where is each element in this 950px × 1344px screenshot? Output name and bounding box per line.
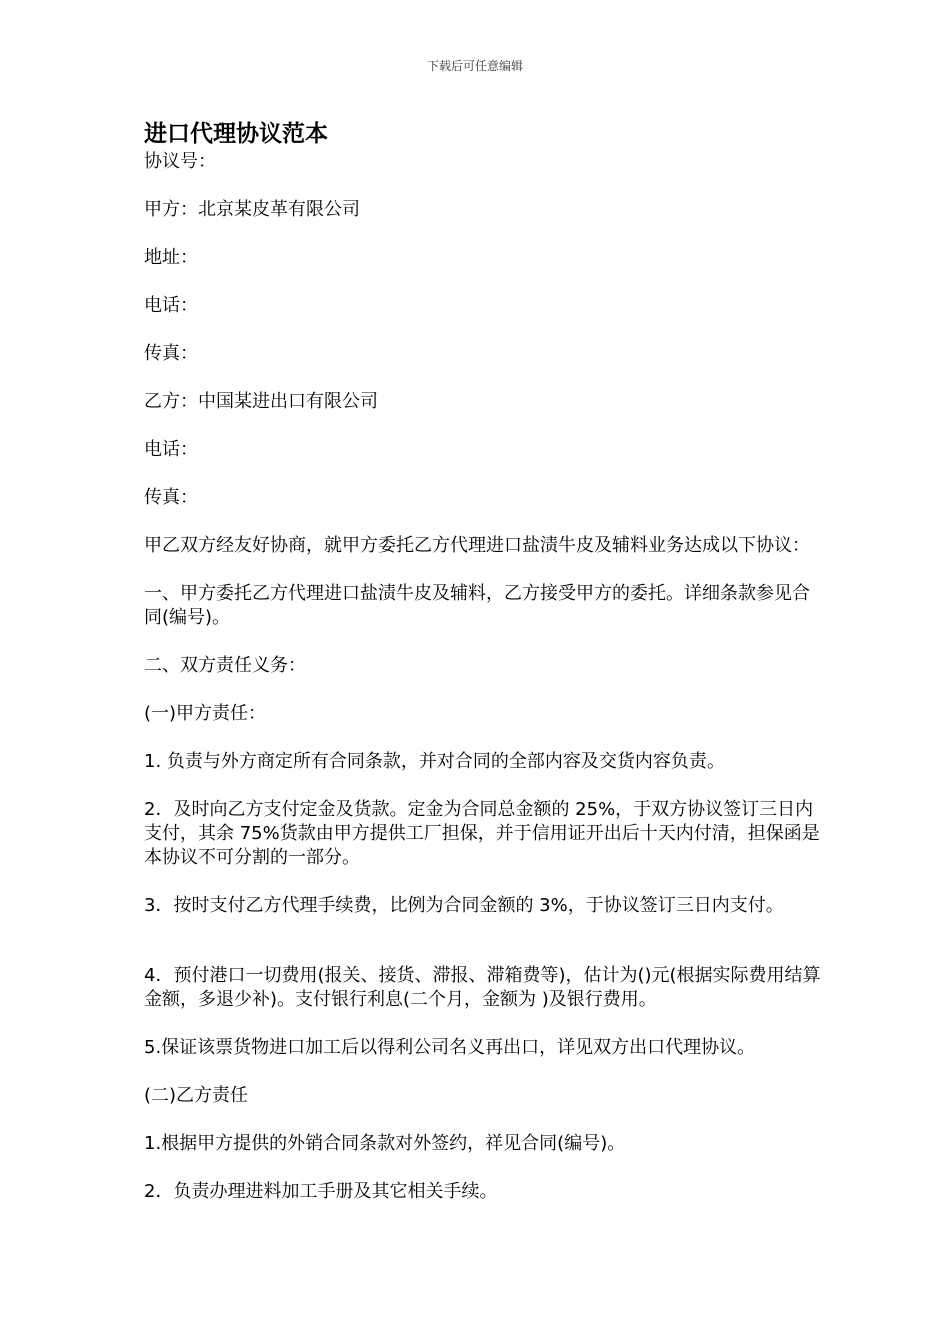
- clause-1: 一、甲方委托乙方代理进口盐渍牛皮及辅料，乙方接受甲方的委托。详细条款参见合同(编号)。: [144, 583, 810, 628]
- party-a-name: 甲方：北京某皮革有限公司: [144, 199, 360, 220]
- party-a-duty-3: 3．按时支付乙方代理手续费，比例为合同金额的 3%，于协议签订三日内支付。: [144, 895, 784, 916]
- party-a-phone: 电话：: [144, 295, 198, 316]
- header-note: 下载后可任意编辑: [426, 59, 523, 73]
- party-b-duty-1: 1.根据甲方提供的外销合同条款对外签约，祥见合同(编号)。: [144, 1133, 626, 1154]
- document-body: [144, 118, 824, 1228]
- agreement-number: 协议号：: [144, 151, 216, 172]
- clause-2-heading: 二、双方责任义务：: [144, 655, 306, 676]
- party-b-fax: 传真：: [144, 487, 198, 508]
- party-b-name: 乙方：中国某进出口有限公司: [144, 391, 378, 412]
- party-a-duty-4: 4．预付港口一切费用(报关、接货、滞报、滞箱费等)，估计为()元(根据实际费用结算金额，多退少补)。支付银行利息(二个月，金额为 )及银行费用。: [144, 965, 821, 1010]
- party-a-duty-1: 1. 负责与外方商定所有合同条款，并对合同的全部内容及交货内容负责。: [144, 751, 725, 772]
- document-title: 进口代理协议范本: [144, 121, 328, 147]
- party-a-duty-5: 5.保证该票货物进口加工后以得利公司名义再出口，详见双方出口代理协议。: [144, 1037, 756, 1058]
- party-b-duties-heading: (二)乙方责任: [144, 1085, 249, 1106]
- party-a-duty-2: 2．及时向乙方支付定金及货款。定金为合同总金额的 25%，于双方协议签订三日内支付，其余 75%货款由甲方提供工厂担保，并于信用证开出后十天内付清，担保函是本协议不可分割的一部分。: [144, 799, 820, 868]
- preamble: 甲乙双方经友好协商，就甲方委托乙方代理进口盐渍牛皮及辅料业务达成以下协议：: [144, 535, 810, 556]
- party-b-phone: 电话：: [144, 439, 198, 460]
- party-b-duty-2: 2．负责办理进料加工手册及其它相关手续。: [144, 1181, 498, 1202]
- party-a-fax: 传真：: [144, 343, 198, 364]
- party-a-duties-heading: (一)甲方责任：: [144, 703, 267, 724]
- party-a-address: 地址：: [144, 247, 198, 268]
